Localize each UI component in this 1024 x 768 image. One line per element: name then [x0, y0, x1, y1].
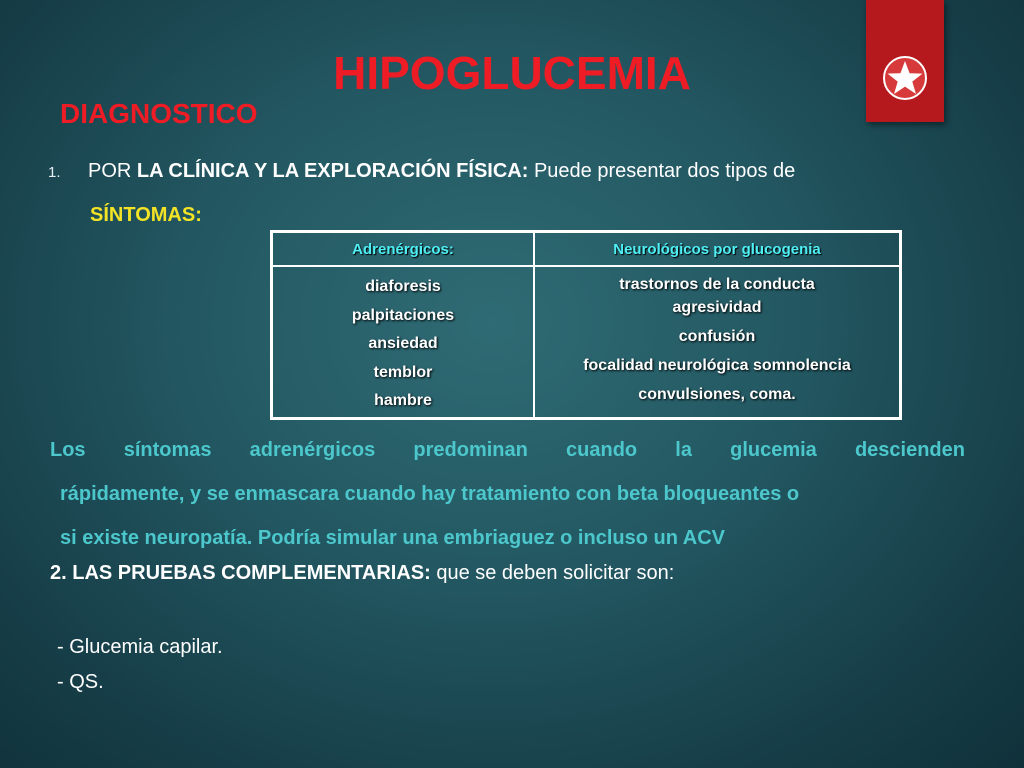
neurologic-cell — [534, 266, 901, 419]
section1-rest: Puede presentar dos tipos de — [528, 160, 796, 182]
section2-line — [50, 562, 674, 585]
symptoms-table — [270, 230, 902, 420]
list-item: focalidad neurológica somnolencia — [583, 357, 851, 374]
section1-line — [48, 160, 978, 183]
list-item: convulsiones, coma. — [638, 386, 796, 403]
section1-bold: LA CLÍNICA Y LA EXPLORACIÓN FÍSICA: — [136, 160, 529, 182]
page-title: HIPOGLUCEMIA — [333, 47, 691, 99]
header-neurologic: Neurológicos por glucogenia — [534, 232, 901, 267]
list-item: hambre — [374, 392, 432, 409]
list-item: - QS. — [57, 671, 104, 693]
paragraph-line: Los síntomas adrenérgicos predominan cuando la glucemia descienden — [50, 439, 965, 461]
table-row — [272, 266, 901, 419]
paragraph-line: si existe neuropatía. Podría simular una embriaguez o incluso un ACV — [60, 527, 725, 549]
list-item: - Glucemia capilar. — [57, 636, 223, 658]
list-item: agresividad — [672, 299, 762, 316]
list-item: confusión — [678, 328, 756, 345]
symptoms-label: SÍNTOMAS: — [90, 204, 202, 226]
list-item: ansiedad — [368, 335, 438, 352]
adrenergic-cell — [272, 266, 535, 419]
paragraph-line: rápidamente, y se enmascara cuando hay tratamiento con beta bloqueantes o — [60, 483, 800, 505]
section2-rest: que se deben solicitar son: — [430, 562, 675, 584]
header-adrenergic: Adrenérgicos: — [272, 232, 535, 267]
list-number: 1. — [48, 164, 61, 181]
explanation-paragraph — [50, 428, 965, 560]
list-item: palpitaciones — [351, 306, 455, 324]
list-item: trastornos de la conducta — [619, 276, 815, 293]
list-item: diaforesis — [365, 278, 441, 295]
list-item: temblor — [373, 363, 433, 381]
section1-prefix: POR — [88, 160, 137, 182]
section-subtitle: DIAGNOSTICO — [60, 98, 258, 129]
section2-bold: 2. LAS PRUEBAS COMPLEMENTARIAS: — [50, 562, 431, 584]
table-header-row — [272, 232, 901, 267]
tests-list — [57, 630, 223, 700]
